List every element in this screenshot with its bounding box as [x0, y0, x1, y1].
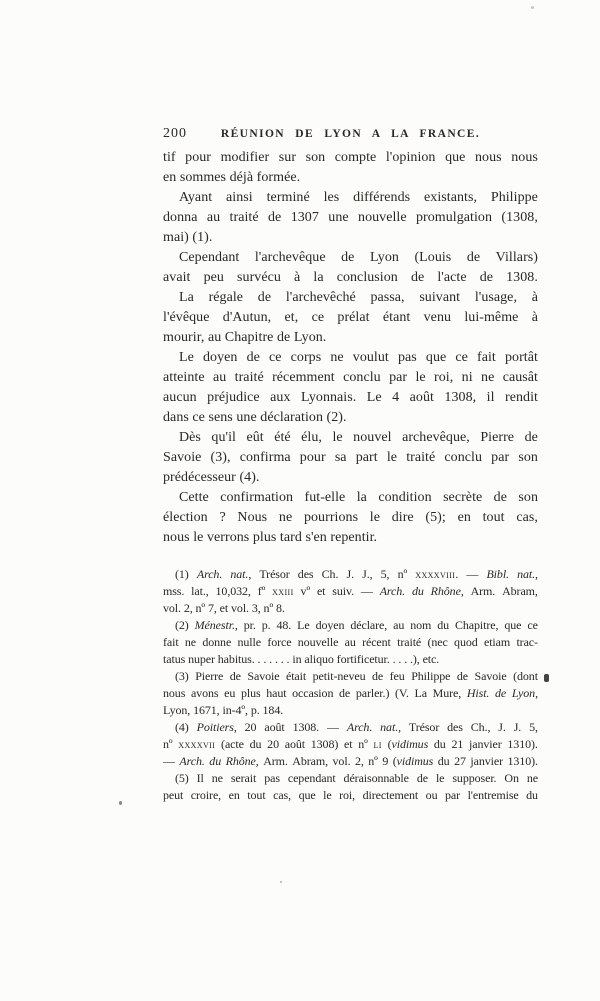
- text-line: avait peu survécu à la conclusion de l'acte de 1308.: [163, 270, 538, 285]
- text-line: mss. lat., 10,032, fº xxiii vº et suiv. — Arch. du Rhône, Arm. Abram,: [163, 584, 538, 598]
- text-line: atteinte au traité récemment conclu par le roi, ni ne causât: [163, 370, 538, 385]
- text-line: mai) (1).: [163, 230, 213, 245]
- text-line: en sommes déjà formée.: [163, 170, 301, 185]
- footnote: [163, 770, 538, 804]
- body-paragraph: [163, 188, 538, 248]
- running-title: RÉUNION DE LYON A LA FRANCE.: [220, 128, 481, 140]
- footnote: [163, 668, 538, 719]
- text-line: dans ce sens une déclaration (2).: [163, 410, 347, 425]
- text-line: tatus nuper habitus. . . . . . . in aliquo fortificetur. . . . .), etc.: [163, 652, 440, 666]
- scan-speck: [119, 801, 122, 805]
- text-line: Ayant ainsi terminé les différends existants, Philippe: [179, 190, 538, 205]
- body-paragraph: [163, 428, 538, 488]
- text-line: élection ? Nous ne pourrions le dire (5); en tout cas,: [163, 510, 538, 525]
- body-paragraph: [163, 148, 538, 188]
- text-line: Dès qu'il eût été élu, le nouvel archevêque, Pierre de: [179, 430, 538, 445]
- text-line: (5) Il ne serait pas cependant déraisonnable de le supposer. On ne: [175, 771, 538, 785]
- footnotes-block: [163, 566, 538, 804]
- text-line: Cependant l'archevêque de Lyon (Louis de Villars): [179, 250, 538, 265]
- footnote: [163, 566, 538, 617]
- text-line: La régale de l'archevêché passa, suivant l'usage, à: [179, 290, 538, 305]
- text-line: nous le verrons plus tard s'en repentir.: [163, 530, 378, 545]
- page-number: 200: [163, 126, 187, 141]
- text-line: (4) Poitiers, 20 août 1308. — Arch. nat., Trésor des Ch., J. J. 5,: [175, 720, 538, 734]
- text-line: peut croire, en tout cas, que le roi, directement ou par l'entremise du: [163, 788, 538, 802]
- text-line: fait ne donne nulle force nouvelle au récent traité (nec quod etiam trac-: [163, 635, 538, 649]
- text-line: l'évêque d'Autun, et, ce prélat étant venu lui-même à: [163, 310, 538, 325]
- scan-speck: [544, 674, 549, 682]
- text-line: Savoie (3), confirma pour sa part le traité conclu par son: [163, 450, 538, 465]
- text-line: nº xxxxvii (acte du 20 août 1308) et nº li (vidimus du 21 janvier 1310).: [163, 737, 538, 751]
- text-line: (2) Ménestr., pr. p. 48. Le doyen déclare, au nom du Chapitre, que ce: [175, 618, 538, 632]
- text-line: — Arch. du Rhône, Arm. Abram, vol. 2, nº 9 (vidimus du 27 janvier 1310).: [163, 754, 538, 768]
- scan-speck: [531, 6, 534, 9]
- text-line: (3) Pierre de Savoie était petit-neveu de feu Philippe de Savoie (dont: [175, 669, 538, 683]
- body-paragraph: [163, 348, 538, 428]
- text-line: tif pour modifier sur son compte l'opinion que nous nous: [163, 150, 538, 165]
- footnote: [163, 719, 538, 770]
- text-line: (1) Arch. nat., Trésor des Ch. J. J., 5, nº xxxxviii. — Bibl. nat.,: [175, 567, 538, 581]
- scan-speck: [280, 881, 282, 883]
- text-line: nous avons eu plus haut occasion de parler.) (V. La Mure, Hist. de Lyon,: [163, 686, 538, 700]
- text-line: vol. 2, nº 7, et vol. 3, nº 8.: [163, 601, 285, 615]
- body-paragraph: [163, 288, 538, 348]
- text-line: mourir, au Chapitre de Lyon.: [163, 330, 327, 345]
- text-line: Le doyen de ce corps ne voulut pas que ce fait portât: [179, 350, 538, 365]
- text-line: Cette confirmation fut-elle la condition secrète de son: [179, 490, 538, 505]
- text-line: aucun préjudice aux Lyonnais. Le 4 août 1308, il rendit: [163, 390, 538, 405]
- text-line: prédécesseur (4).: [163, 470, 260, 485]
- body-text-block: [163, 148, 538, 548]
- body-paragraph: [163, 248, 538, 288]
- body-paragraph: [163, 488, 538, 548]
- text-line: donna au traité de 1307 une nouvelle promulgation (1308,: [163, 210, 538, 225]
- text-line: Lyon, 1671, in-4º, p. 184.: [163, 703, 284, 717]
- footnote: [163, 617, 538, 668]
